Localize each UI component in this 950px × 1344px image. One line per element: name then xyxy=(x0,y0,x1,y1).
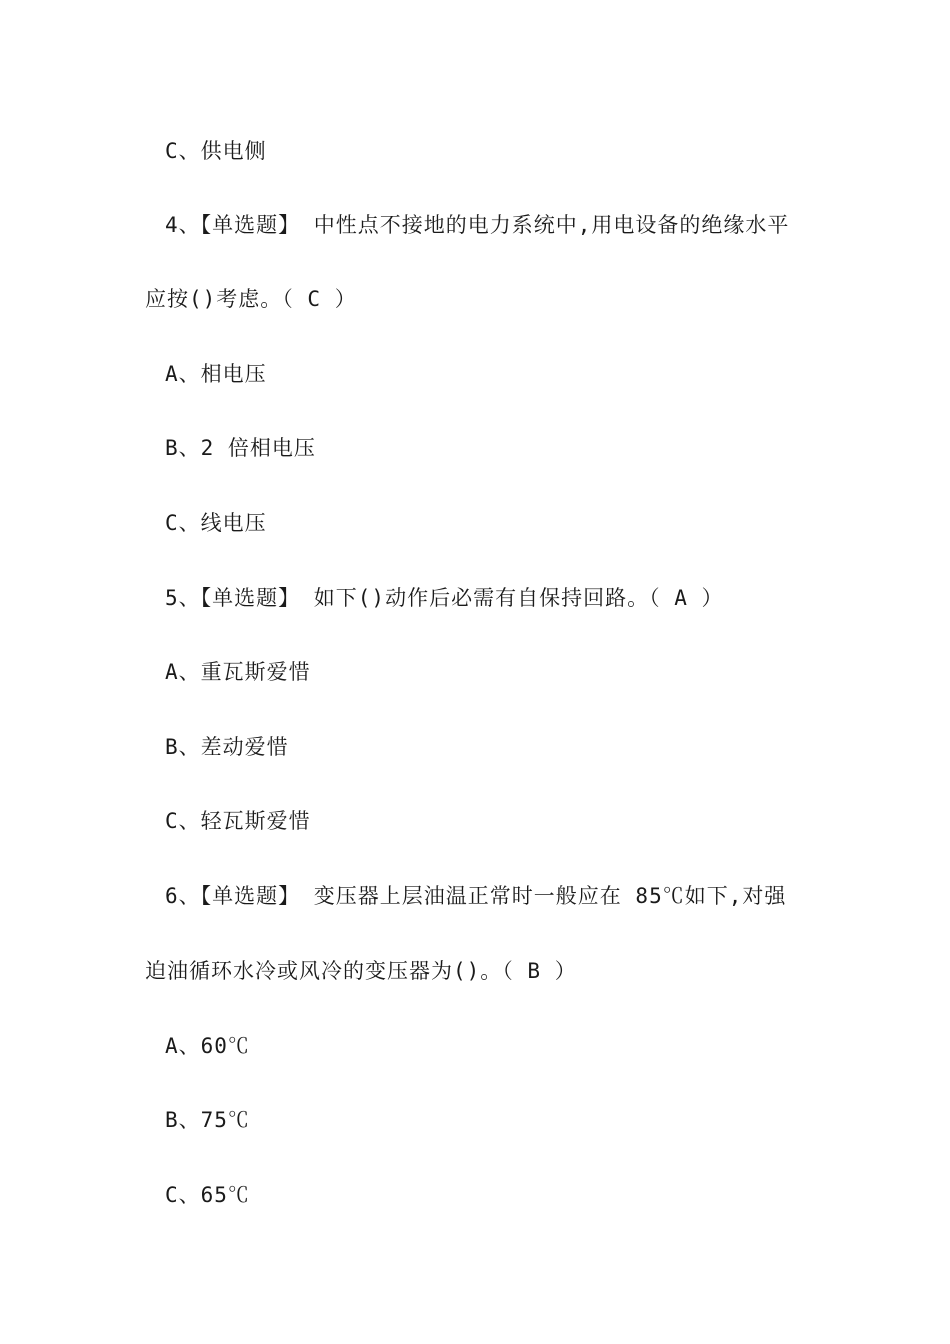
q3-option-c: C、供电侧 xyxy=(165,139,267,163)
q5-option-a: A、重瓦斯爱惜 xyxy=(165,660,311,684)
q4-option-a: A、相电压 xyxy=(165,362,267,386)
q5-option-b: B、差动爱惜 xyxy=(165,735,289,759)
q6-stem-line2: 迫油循环水冷或风冷的变压器为()。（ B ） xyxy=(145,959,577,983)
q5-stem-line1: 5、【单选题】 如下()动作后必需有自保持回路。（ A ） xyxy=(165,586,724,610)
q6-stem-line1: 6、【单选题】 变压器上层油温正常时一般应在 85℃如下,对强 xyxy=(165,884,787,908)
q6-option-c: C、65℃ xyxy=(165,1183,250,1207)
q4-stem-line2: 应按()考虑。（ C ） xyxy=(145,287,357,311)
q5-option-c: C、轻瓦斯爱惜 xyxy=(165,809,311,833)
q4-stem-line1: 4、【单选题】 中性点不接地的电力系统中,用电设备的绝缘水平 xyxy=(165,213,790,237)
q4-option-b: B、2 倍相电压 xyxy=(165,436,316,460)
q6-option-b: B、75℃ xyxy=(165,1108,250,1132)
q6-option-a: A、60℃ xyxy=(165,1034,250,1058)
q4-option-c: C、线电压 xyxy=(165,511,267,535)
